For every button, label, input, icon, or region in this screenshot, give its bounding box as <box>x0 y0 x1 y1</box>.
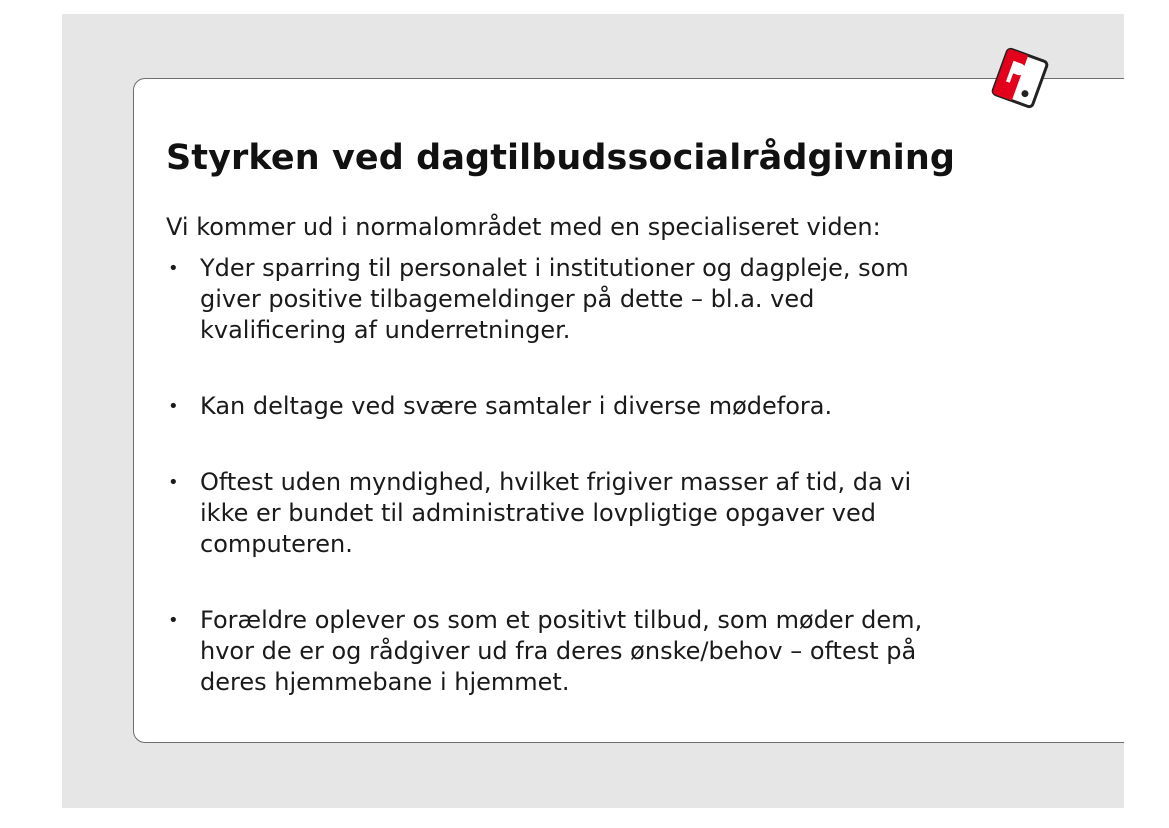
bullet-item <box>166 605 1026 698</box>
organization-logo-icon <box>984 42 1056 114</box>
bullet-line: • Oftest uden myndighed, hvilket frigiver masser af tid, da vi <box>200 468 912 496</box>
bullet-item <box>166 391 1026 422</box>
bullet-line: • Forældre oplever os som et positivt tilbud, som møder dem, <box>200 606 923 634</box>
bullet-line: giver positive tilbagemeldinger på dette – bl.a. ved <box>200 285 815 313</box>
bullet-line: • Yder sparring til personalet i institutioner og dagpleje, som <box>200 254 909 282</box>
bullet-item <box>166 467 1026 560</box>
bullet-line: computeren. <box>200 530 353 558</box>
bullet-line: hvor de er og rådgiver ud fra deres ønske/behov – oftest på <box>200 637 917 665</box>
intro-text: Vi kommer ud i normalområdet med en specialiseret viden: <box>166 213 881 241</box>
bullet-item <box>166 253 1026 346</box>
slide-title: Styrken ved dagtilbudssocialrådgivning <box>166 138 956 178</box>
bullet-line: kvalificering af underretninger. <box>200 316 571 344</box>
bullet-line: deres hjemmebane i hjemmet. <box>200 668 570 696</box>
bullet-list <box>166 253 1026 698</box>
bullet-line: ikke er bundet til administrative lovpligtige opgaver ved <box>200 499 876 527</box>
bullet-line: • Kan deltage ved svære samtaler i diverse mødefora. <box>200 392 833 420</box>
